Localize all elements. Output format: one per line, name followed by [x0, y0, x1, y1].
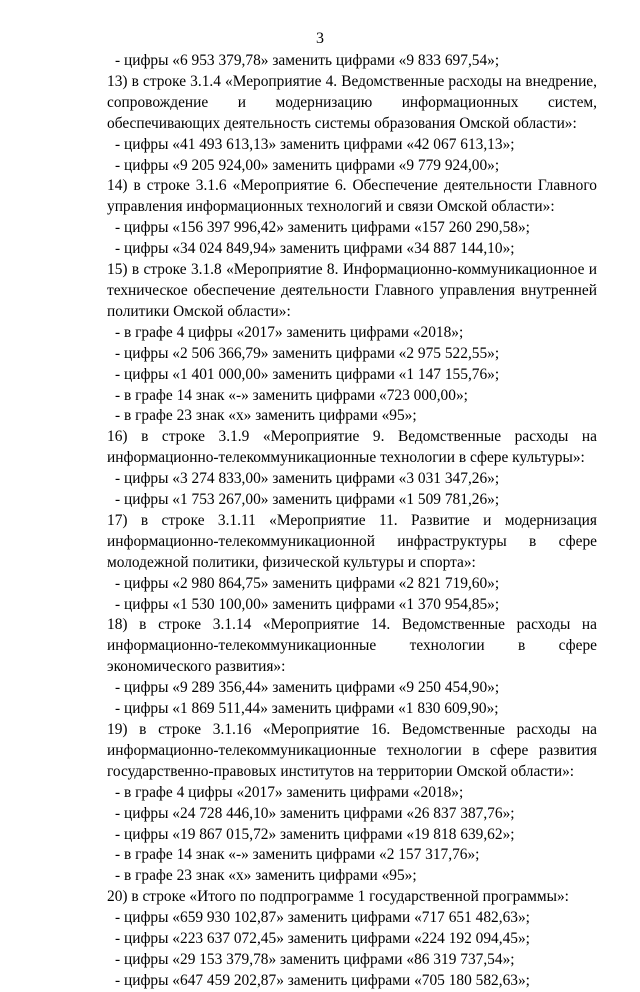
replacement-line: - цифры «9 289 356,44» заменить цифрами «9 250 454,90»;: [115, 679, 500, 697]
amendment-item: 18) в строке 3.1.14 «Мероприятие 14. Ведомственные расходы на информационно-телекоммуникационные технологии в сфере экономического развития»:: [107, 616, 597, 676]
amendment-item: 13) в строке 3.1.4 «Мероприятие 4. Ведомственные расходы на внедрение, сопровождение и модернизацию информационных систем, обеспечивающих деятельность системы образования Омской области»:: [107, 72, 597, 132]
replacement-line: - цифры «3 274 833,00» заменить цифрами «3 031 347,26»;: [115, 470, 500, 488]
replacement-line: - цифры «6 953 379,78» заменить цифрами «9 833 697,54»;: [115, 52, 500, 69]
replacement-line: - цифры «34 024 849,94» заменить цифрами «34 887 144,10»;: [115, 240, 515, 258]
replacement-line: - цифры «24 728 446,10» заменить цифрами «26 837 387,76»;: [115, 804, 515, 822]
amendment-item: 15) в строке 3.1.8 «Мероприятие 8. Информационно-коммуникационное и техническое обеспечение деятельности Главного управления внутренней политики Омской области»:: [107, 261, 597, 320]
amendment-item: 17) в строке 3.1.11 «Мероприятие 11. Развитие и модернизация информационно-телекоммуникационной инфраструктуры в сфере молодежной политики, физической культуры и спорта»:: [107, 511, 597, 571]
replacement-line: - цифры «223 637 072,45» заменить цифрами «224 192 094,45»;: [115, 930, 530, 948]
amendment-item: 19) в строке 3.1.16 «Мероприятие 16. Ведомственные расходы на информационно-телекоммуникационные технологии в сфере развития государственно-правовых институтов на территории Омской области»:: [107, 721, 597, 780]
replacement-line: - цифры «1 869 511,44» заменить цифрами «1 830 609,90»;: [115, 700, 499, 718]
replacement-line: - в графе 4 цифры «2017» заменить цифрами «2018»;: [115, 323, 464, 341]
replacement-line: - в графе 14 знак «-» заменить цифрами «2 157 317,76»;: [115, 846, 480, 864]
replacement-line: - цифры «41 493 613,13» заменить цифрами «42 067 613,13»;: [115, 135, 515, 153]
replacement-line: - в графе 23 знак «х» заменить цифрами «95»;: [115, 867, 417, 885]
document-body: [107, 51, 597, 992]
amendment-item: 16) в строке 3.1.9 «Мероприятие 9. Ведомственные расходы на информационно-телекоммуникационные технологии в сфере культуры»:: [107, 428, 597, 467]
replacement-line: - цифры «9 205 924,00» заменить цифрами «9 779 924,00»;: [115, 156, 500, 174]
replacement-line: - цифры «19 867 015,72» заменить цифрами «19 818 639,62»;: [115, 825, 515, 843]
page-number: 3: [316, 30, 324, 47]
replacement-line: - цифры «29 153 379,78» заменить цифрами «86 319 737,54»;: [115, 950, 515, 968]
amendment-item: 20) в строке «Итого по подпрограмме 1 государственной программы»:: [107, 888, 569, 906]
replacement-line: - в графе 4 цифры «2017» заменить цифрами «2018»;: [115, 783, 464, 801]
replacement-line: - цифры «647 459 202,87» заменить цифрами «705 180 582,63»;: [115, 971, 530, 989]
replacement-line: - цифры «1 753 267,00» заменить цифрами «1 509 781,26»;: [115, 491, 500, 509]
replacement-line: - цифры «156 397 996,42» заменить цифрами «157 260 290,58»;: [115, 219, 530, 237]
amendment-item: 14) в строке 3.1.6 «Мероприятие 6. Обеспечение деятельности Главного управления информационных технологий и связи Омской области»:: [107, 177, 597, 216]
replacement-line: - цифры «2 506 366,79» заменить цифрами «2 975 522,55»;: [115, 344, 500, 362]
replacement-line: - цифры «1 401 000,00» заменить цифрами «1 147 155,76»;: [115, 365, 500, 383]
replacement-line: - в графе 23 знак «х» заменить цифрами «95»;: [115, 407, 417, 425]
replacement-line: - цифры «1 530 100,00» заменить цифрами «1 370 954,85»;: [115, 595, 500, 613]
replacement-line: - в графе 14 знак «-» заменить цифрами «723 000,00»;: [115, 386, 468, 404]
replacement-line: - цифры «2 980 864,75» заменить цифрами «2 821 719,60»;: [115, 574, 500, 592]
replacement-line: - цифры «659 930 102,87» заменить цифрами «717 651 482,63»;: [115, 909, 530, 927]
